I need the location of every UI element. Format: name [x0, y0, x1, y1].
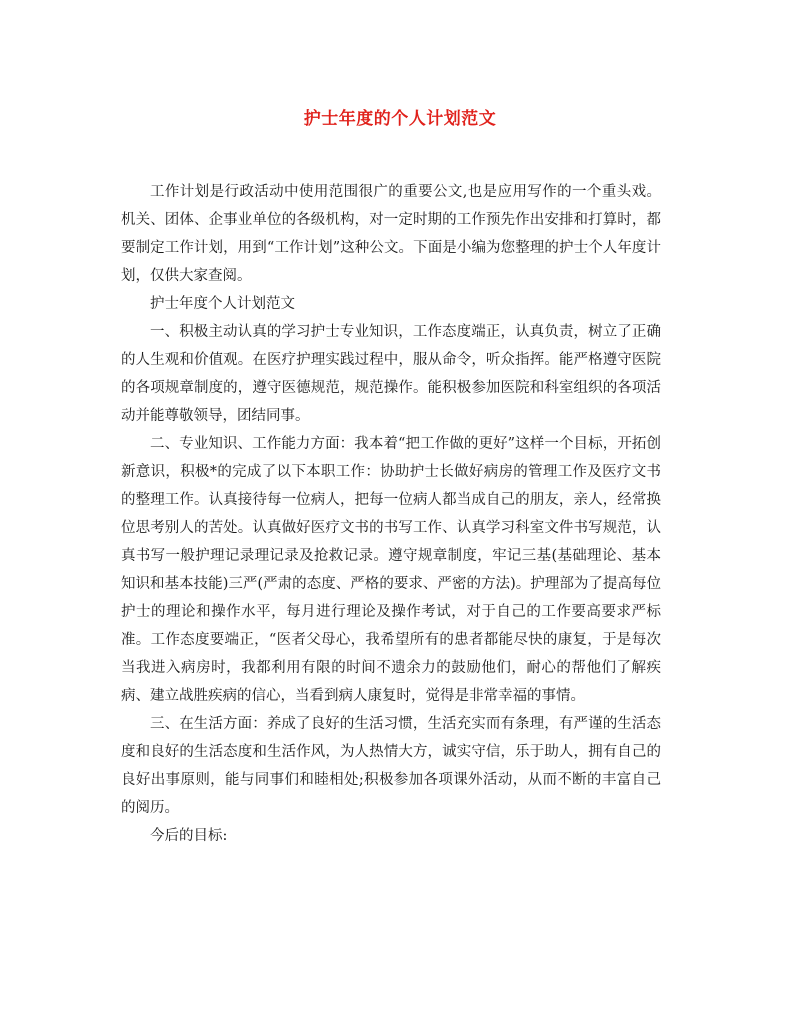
paragraph-section-one: 一、积极主动认真的学习护士专业知识，工作态度端正，认真负责，树立了正确的人生观和价值观。在医疗护理实践过程中，服从命令，听众指挥。能严格遵守医院的各项规章制度的，遵守医德规范，规范操作。能积极参加医院和科室组织的各项活动并能尊敬领导，团结同事。 — [121, 324, 661, 424]
paragraph-section-two: 二、专业知识、工作能力方面：我本着“把工作做的更好”这样一个目标，开拓创新意识，积极*的完成了以下本职工作：协助护士长做好病房的管理工作及医疗文书的整理工作。认真接待每一位病人，把每一位病人都当成自己的朋友，亲人，经常换位思考别人的苦处。认真做好医疗文书的书写工作、认真学习科室文件书写规范，认真书写一般护理记录理记录及抢救记录。遵守规章制度，牢记三基(基础理论、基本知识和基本技能)三严(严肃的态度、严格的要求、严密的方法)。护理部为了提高每位护士的理论和操作水平，每月进行理论及操作考试，对于自己的工作要高要求严标准。工作态度要端正，“医者父母心，我希望所有的患者都能尽快的康复，于是每次当我进入病房时，我都利用有限的时间不遗余力的鼓励他们，耐心的帮他们了解疾病、建立战胜疾病的信心，当看到病人康复时，觉得是非常幸福的事情。 — [121, 436, 661, 704]
document-body — [121, 178, 661, 850]
paragraph-intro: 工作计划是行政活动中使用范围很广的重要公文,也是应用写作的一个重头戏。机关、团体、企事业单位的各级机构，对一定时期的工作预先作出安排和打算时，都要制定工作计划，用到“工作计划”这种公文。下面是小编为您整理的护士个人年度计划，仅供大家查阅。 — [121, 184, 661, 284]
paragraph-subtitle: 护士年度个人计划范文 — [150, 296, 295, 312]
paragraph-section-three: 三、在生活方面：养成了良好的生活习惯，生活充实而有条理，有严谨的生活态度和良好的生活态度和生活作风，为人热情大方，诚实守信，乐于助人，拥有自己的良好出事原则，能与同事们和睦相处;积极参加各项课外活动，从而不断的丰富自己的阅历。 — [121, 716, 661, 816]
document-title: 护士年度的个人计划范文 — [303, 109, 497, 129]
paragraph-future-goals: 今后的目标: — [150, 828, 228, 844]
